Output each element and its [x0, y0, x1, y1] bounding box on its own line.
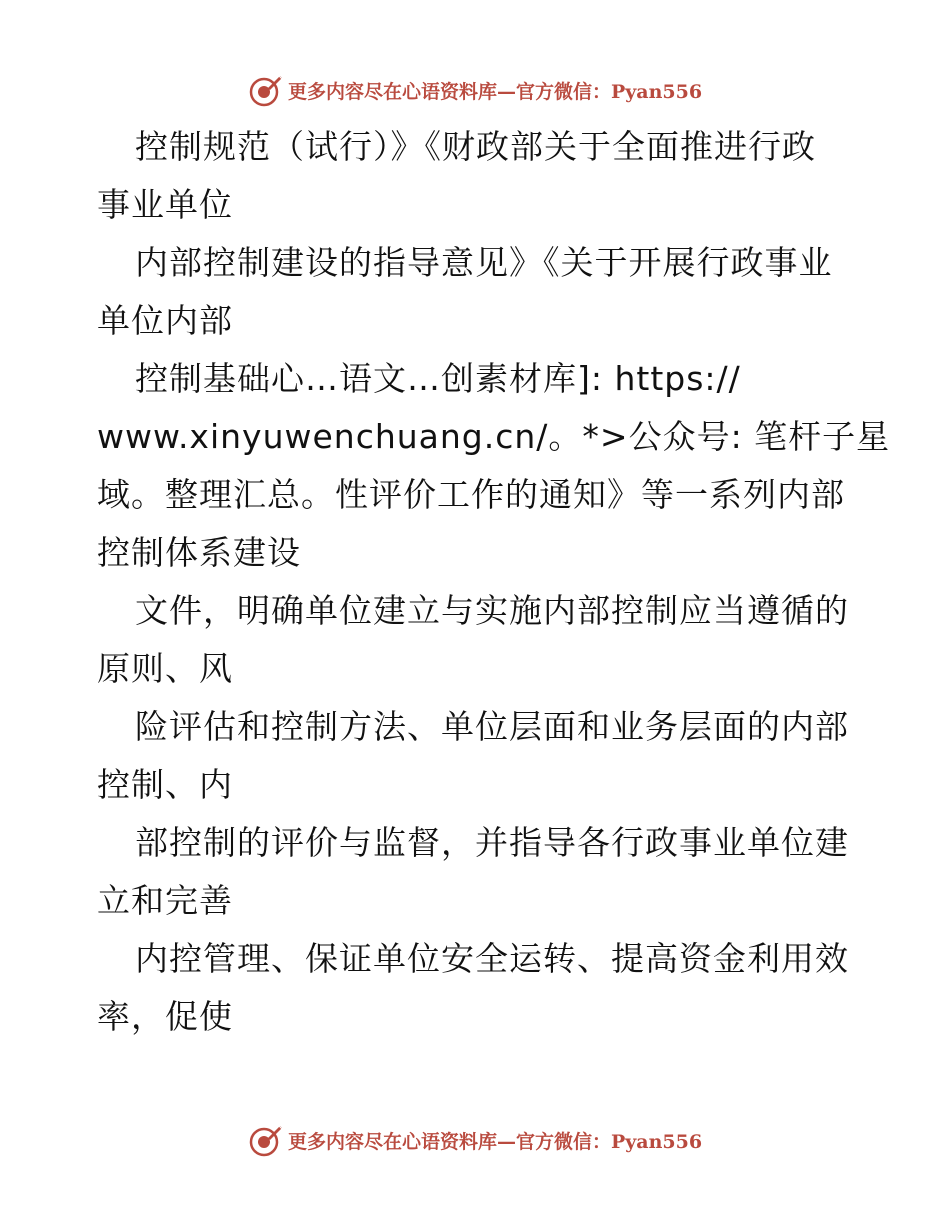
- text-line: 控制基础心…语文…创素材库]: https://: [135, 359, 741, 398]
- text-line: 事业单位: [97, 185, 233, 224]
- footer-banner: [0, 1118, 950, 1162]
- header-banner-text: 更多内容尽在心语资料库—官方微信：Pyan556: [287, 80, 703, 103]
- text-line: 部控制的评价与监督，并指导各行政事业单位建: [135, 823, 849, 862]
- text-line: 原则、风: [97, 649, 233, 688]
- text-line: 内控管理、保证单位安全运转、提高资金利用效: [135, 939, 849, 978]
- pen-logo-icon: [248, 72, 284, 108]
- text-line: 率，促使: [97, 997, 233, 1036]
- text-line: 单位内部: [97, 301, 233, 340]
- pen-logo-icon: [248, 1122, 284, 1158]
- text-line: 立和完善: [97, 881, 233, 920]
- header-banner: [0, 68, 950, 112]
- text-line: 内部控制建设的指导意见》《关于开展行政事业: [135, 243, 833, 282]
- text-line: 险评估和控制方法、单位层面和业务层面的内部: [135, 707, 849, 746]
- text-line: 文件，明确单位建立与实施内部控制应当遵循的: [135, 591, 849, 630]
- text-line: 控制规范（试行）》《财政部关于全面推进行政: [135, 127, 816, 166]
- text-line: 控制体系建设: [97, 533, 301, 572]
- text-line: 域。整理汇总。性评价工作的通知》等一系列内部: [97, 475, 845, 514]
- text-line: 控制、内: [97, 765, 233, 804]
- footer-banner-text: 更多内容尽在心语资料库—官方微信：Pyan556: [287, 1130, 703, 1153]
- text-line: www.xinyuwenchuang.cn/。*>公众号: 笔杆子星: [97, 417, 891, 456]
- document-body: [97, 118, 891, 1046]
